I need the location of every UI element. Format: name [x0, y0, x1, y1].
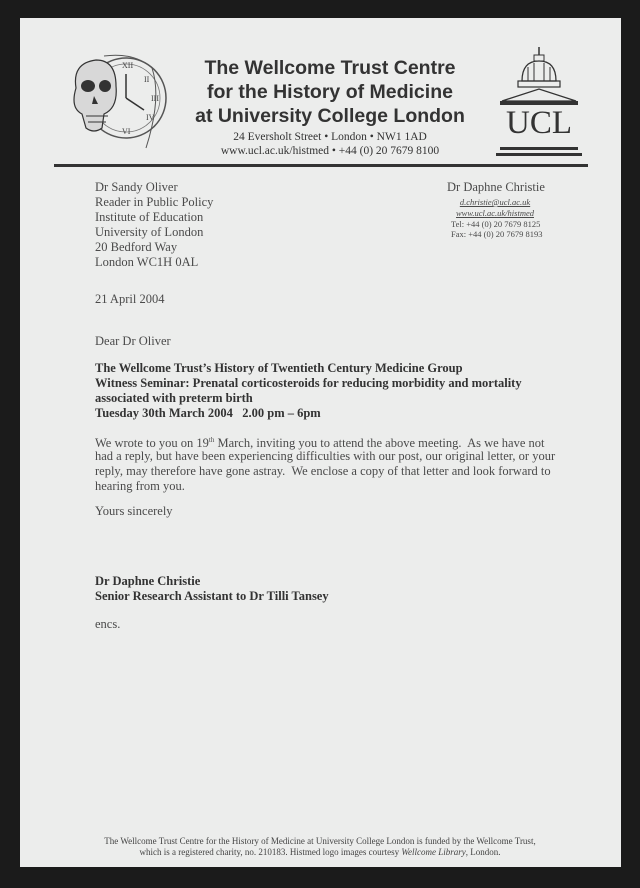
footer-text: , London. — [465, 847, 501, 857]
header-title-line-1: The Wellcome Trust Centre — [204, 57, 456, 79]
recipient-line: University of London — [95, 225, 204, 239]
letter-date: 21 April 2004 — [95, 292, 165, 306]
ucl-logo-text: UCL — [506, 105, 572, 141]
subject-line: Tuesday 30th March 2004 2.00 pm – 6pm — [95, 406, 321, 420]
recipient-line: Reader in Public Policy — [95, 195, 214, 209]
header-divider — [54, 164, 588, 167]
body-text: We wrote to you on 19 — [95, 436, 209, 451]
salutation: Dear Dr Oliver — [95, 334, 171, 348]
svg-text:II: II — [144, 75, 150, 84]
ordinal-suffix: th — [208, 436, 215, 444]
sender-fax: Fax: +44 (0) 20 7679 8193 — [451, 229, 543, 239]
header-title-line-3: at University College London — [195, 105, 465, 127]
recipient-line: Dr Sandy Oliver — [95, 180, 178, 194]
svg-text:III: III — [151, 94, 159, 103]
recipient-line: 20 Bedford Way — [95, 240, 178, 254]
signature-title: Senior Research Assistant to Dr Tilli Tansey — [95, 589, 329, 603]
header-title-line-2: for the History of Medicine — [207, 81, 453, 103]
recipient-line: London WC1H 0AL — [95, 255, 199, 269]
letter-page — [20, 18, 621, 867]
closing: Yours sincerely — [95, 504, 173, 518]
footer-line-1: The Wellcome Trust Centre for the History of Medicine at University College London is funded by the Wellcome Trust, — [104, 836, 536, 846]
svg-text:VI: VI — [122, 127, 131, 136]
subject-line: Witness Seminar: Prenatal corticosteroids for reducing morbidity and mortality — [95, 376, 522, 390]
sender-name: Dr Daphne Christie — [447, 180, 545, 194]
svg-text:XII: XII — [122, 61, 134, 70]
ucl-portico-logo-icon — [494, 45, 584, 160]
header-web-phone: www.ucl.ac.uk/histmed • +44 (0) 20 7679 8100 — [220, 145, 440, 157]
sender-tel: Tel: +44 (0) 20 7679 8125 — [451, 219, 541, 229]
sender-web-link[interactable]: www.ucl.ac.uk/histmed — [456, 208, 534, 218]
header-address: 24 Eversholt Street • London • NW1 1AD — [233, 131, 427, 143]
subject-line: associated with preterm birth — [95, 391, 253, 405]
signature-name: Dr Daphne Christie — [95, 574, 201, 588]
footer-text: which is a registered charity, no. 210183. Histmed logo images courtesy — [139, 847, 402, 857]
svg-text:IV: IV — [146, 113, 155, 122]
body-line: hearing from you. — [95, 479, 185, 493]
body-text: March, inviting you to attend the above meeting. As we have not — [214, 436, 545, 451]
sender-email-link[interactable]: d.christie@ucl.ac.uk — [459, 197, 531, 207]
enclosure-note: encs. — [95, 617, 121, 631]
body-line: had a reply, but have been experiencing difficulties with our post, our original letter, or your — [95, 449, 556, 463]
subject-line: The Wellcome Trust’s History of Twentieth Century Medicine Group — [95, 361, 463, 375]
footer-italic: Wellcome Library — [401, 847, 466, 857]
footer-line-2 — [60, 847, 580, 858]
recipient-line: Institute of Education — [95, 210, 204, 224]
body-line: reply, may therefore have gone astray. We enclose a copy of that letter and look forward to — [95, 464, 551, 478]
